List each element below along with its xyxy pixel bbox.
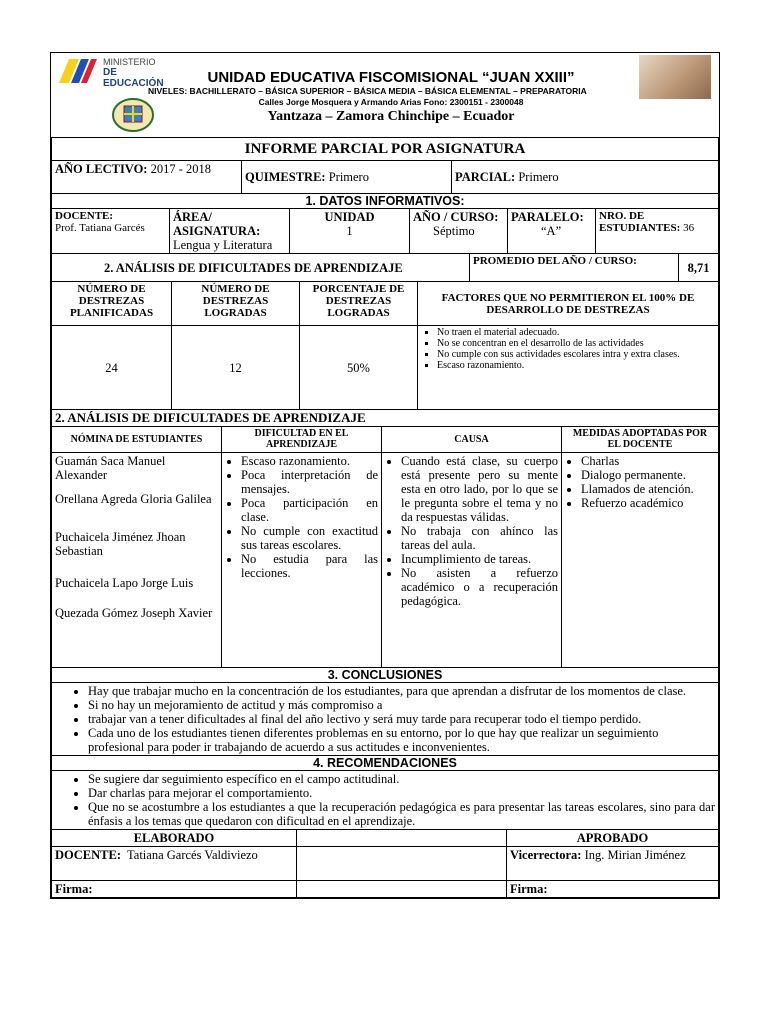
firma-docente: Firma: [52, 881, 297, 898]
list-item: • Cuando está clase, su cuerpo está presente pero su mente esta en otro lado, por lo que se le pregunta sobre el tema y no da respuestas válidas. [401, 454, 558, 524]
ecuador-flag-icon [57, 53, 97, 91]
recomendaciones-list [72, 772, 715, 828]
school-location: Yantzaza – Zamora Chinchipe – Ecuador [267, 109, 515, 124]
vice-signature-cell: Vicerrectora: Ing. Mirian Jiménez [507, 847, 719, 881]
list-item: • Si no hay un mejoramiento de actitud y más compromiso a [88, 698, 715, 712]
sec4-title: 4. RECOMENDACIONES [52, 756, 719, 771]
h-percent: PORCENTAJE DE DESTREZAS LOGRADAS [300, 282, 418, 326]
ministry-line1: MINISTERIO [103, 57, 156, 67]
empty-cell [297, 847, 507, 881]
sec2b-title: 2. ANÁLISIS DE DIFICULTADES DE APRENDIZAJE [52, 410, 719, 427]
aprobado-label: APROBADO [507, 830, 719, 847]
list-item: • Poca interpretación de mensajes. [241, 468, 378, 496]
promedio-label: PROMEDIO DEL AÑO / CURSO: [470, 254, 679, 282]
h-achieved: NÚMERO DE DESTREZAS LOGRADAS [172, 282, 300, 326]
docente-signature-cell: DOCENTE: Tatiana Garcés Valdiviezo [52, 847, 297, 881]
list-item: • Escaso razonamiento. [241, 454, 378, 468]
list-item: • Que no se acostumbre a los estudiantes a que la recuperación pedagógica es para presentar las tareas escolares, sino para dar énfasis a los temas que quedaron con dificultad en el aprendizaje. [88, 800, 715, 828]
conclusiones-table [51, 667, 719, 756]
list-item: Puchaicela Lapo Jorge Luis [55, 576, 194, 590]
list-item: • Incumplimiento de tareas. [401, 552, 558, 566]
elaborado-label: ELABORADO [52, 830, 297, 847]
list-item: • Poca participación en clase. [241, 496, 378, 524]
list-item: • Cada uno de los estudiantes tienen diferentes problemas en su entorno, por lo que hay que realizar un seguimiento profesional para poder ir trabajando de acuerdo a sus actitudes e inconvenientes. [88, 726, 715, 754]
unidad-cell: UNIDAD 1 [290, 209, 410, 254]
recomendaciones-table [51, 755, 719, 830]
empty-cell [297, 830, 507, 847]
recomendaciones-cell [52, 771, 719, 830]
percent-value: 50% [300, 326, 418, 410]
achieved-value: 12 [172, 326, 300, 410]
list-item: • Charlas [581, 454, 715, 468]
list-item: • trabajar van a tener dificultades al final del año lectivo y será muy tarde para recuperar todo el tiempo perdido. [88, 712, 715, 726]
measures-cell [562, 453, 719, 668]
report-page [50, 52, 720, 899]
school-name: UNIDAD EDUCATIVA FISCOMISIONAL “JUAN XXIII” [207, 69, 575, 86]
school-seal-icon [111, 97, 155, 133]
nro-estudiantes-cell: NRO. DE ESTUDIANTES: 36 [596, 209, 719, 254]
list-item: • Se sugiere dar seguimiento específico en el campo actitudinal. [88, 772, 715, 786]
h-difficulty: DIFICULTAD EN EL APRENDIZAJE [222, 427, 382, 453]
title-table [51, 137, 719, 161]
h-cause: CAUSA [382, 427, 562, 453]
sec1-title: 1. DATOS INFORMATIVOS: [52, 194, 719, 209]
school-address: Calles Jorge Mosquera y Armando Arias Fono: 2300151 - 2300048 [258, 97, 524, 107]
conclusiones-cell [52, 683, 719, 756]
school-levels: NIVELES: BACHILLERATO – BÁSICA SUPERIOR – BÁSICA MEDIA – BÁSICA ELEMENTAL – PREPARATORIA [148, 86, 587, 96]
list-item: • No asisten a refuerzo académico o a recuperación pedagógica. [401, 566, 558, 608]
empty-cell [297, 881, 507, 898]
period-table [51, 160, 719, 194]
sec3-title: 3. CONCLUSIONES [52, 668, 719, 683]
list-item: • No trabaja con ahínco las tareas del aula. [401, 524, 558, 552]
dificultades-table [51, 409, 719, 668]
destrezas-table [51, 281, 719, 410]
promedio-table [51, 253, 719, 282]
list-item: • Dar charlas para mejorar el comportamiento. [88, 786, 715, 800]
students-cell [52, 453, 222, 668]
docente-cell: DOCENTE: Prof. Tatiana Garcés [52, 209, 170, 254]
factors-cell [418, 326, 719, 410]
h-planned: NÚMERO DE DESTREZAS PLANIFICADAS [52, 282, 172, 326]
list-item: ▪ No traen el material adecuado. [437, 327, 715, 338]
year-cell: AÑO LECTIVO: 2017 - 2018 [52, 161, 242, 194]
quimestre-cell: QUIMESTRE: Primero [242, 161, 452, 194]
causes-list [385, 454, 558, 608]
difficulties-cell [222, 453, 382, 668]
firma-vice: Firma: [507, 881, 719, 898]
difficulties-list [225, 454, 378, 580]
factors-list [421, 327, 715, 371]
datos-informativos-table [51, 193, 719, 254]
list-item: • No estudia para las lecciones. [241, 552, 378, 580]
list-item: • Refuerzo académico [581, 496, 715, 510]
curso-cell: AÑO / CURSO: Séptimo [410, 209, 508, 254]
causes-cell [382, 453, 562, 668]
area-cell: ÁREA/ ASIGNATURA: Lengua y Literatura [170, 209, 290, 254]
measures-list [565, 454, 715, 510]
conclusiones-list [72, 684, 715, 754]
patron-portrait-image [639, 55, 711, 99]
list-item: ▪ Escaso razonamiento. [437, 360, 715, 371]
list-item: Quezada Gómez Joseph Xavier [55, 606, 213, 620]
ministry-text [103, 57, 167, 89]
list-item: ▪ No se concentran en el desarrollo de las actividades [437, 338, 715, 349]
planned-value: 24 [52, 326, 172, 410]
list-item: • Dialogo permanente. [581, 468, 715, 482]
paralelo-cell: PARALELO: “A” [508, 209, 596, 254]
promedio-value: 8,71 [679, 254, 719, 282]
h-students: NÓMINA DE ESTUDIANTES [52, 427, 222, 453]
list-item: Guamán Saca Manuel Alexander [55, 454, 166, 482]
list-item: ▪ No cumple con sus actividades escolares intra y extra clases. [437, 349, 715, 360]
list-item: • No cumple con exactitud sus tareas escolares. [241, 524, 378, 552]
list-item: • Hay que trabajar mucho en la concentración de los estudiantes, para que aprendan a disfrutar de los momentos de clase. [88, 684, 715, 698]
document-header [51, 53, 719, 138]
parcial-cell: PARCIAL: Primero [452, 161, 719, 194]
ministry-line2: DE EDUCACIÓN [103, 67, 164, 89]
list-item: • Llamados de atención. [581, 482, 715, 496]
signatures-table [51, 829, 719, 898]
list-item: Puchaicela Jiménez Jhoan Sebastian [55, 530, 186, 558]
sec2a-title: 2. ANÁLISIS DE DIFICULTADES DE APRENDIZAJE [52, 254, 470, 282]
list-item: Orellana Agreda Gloria Galilea [55, 492, 212, 506]
h-factors: FACTORES QUE NO PERMITIERON EL 100% DE DESARROLLO DE DESTREZAS [418, 282, 719, 326]
h-measures: MEDIDAS ADOPTADAS POR EL DOCENTE [562, 427, 719, 453]
report-title: INFORME PARCIAL POR ASIGNATURA [52, 138, 719, 161]
